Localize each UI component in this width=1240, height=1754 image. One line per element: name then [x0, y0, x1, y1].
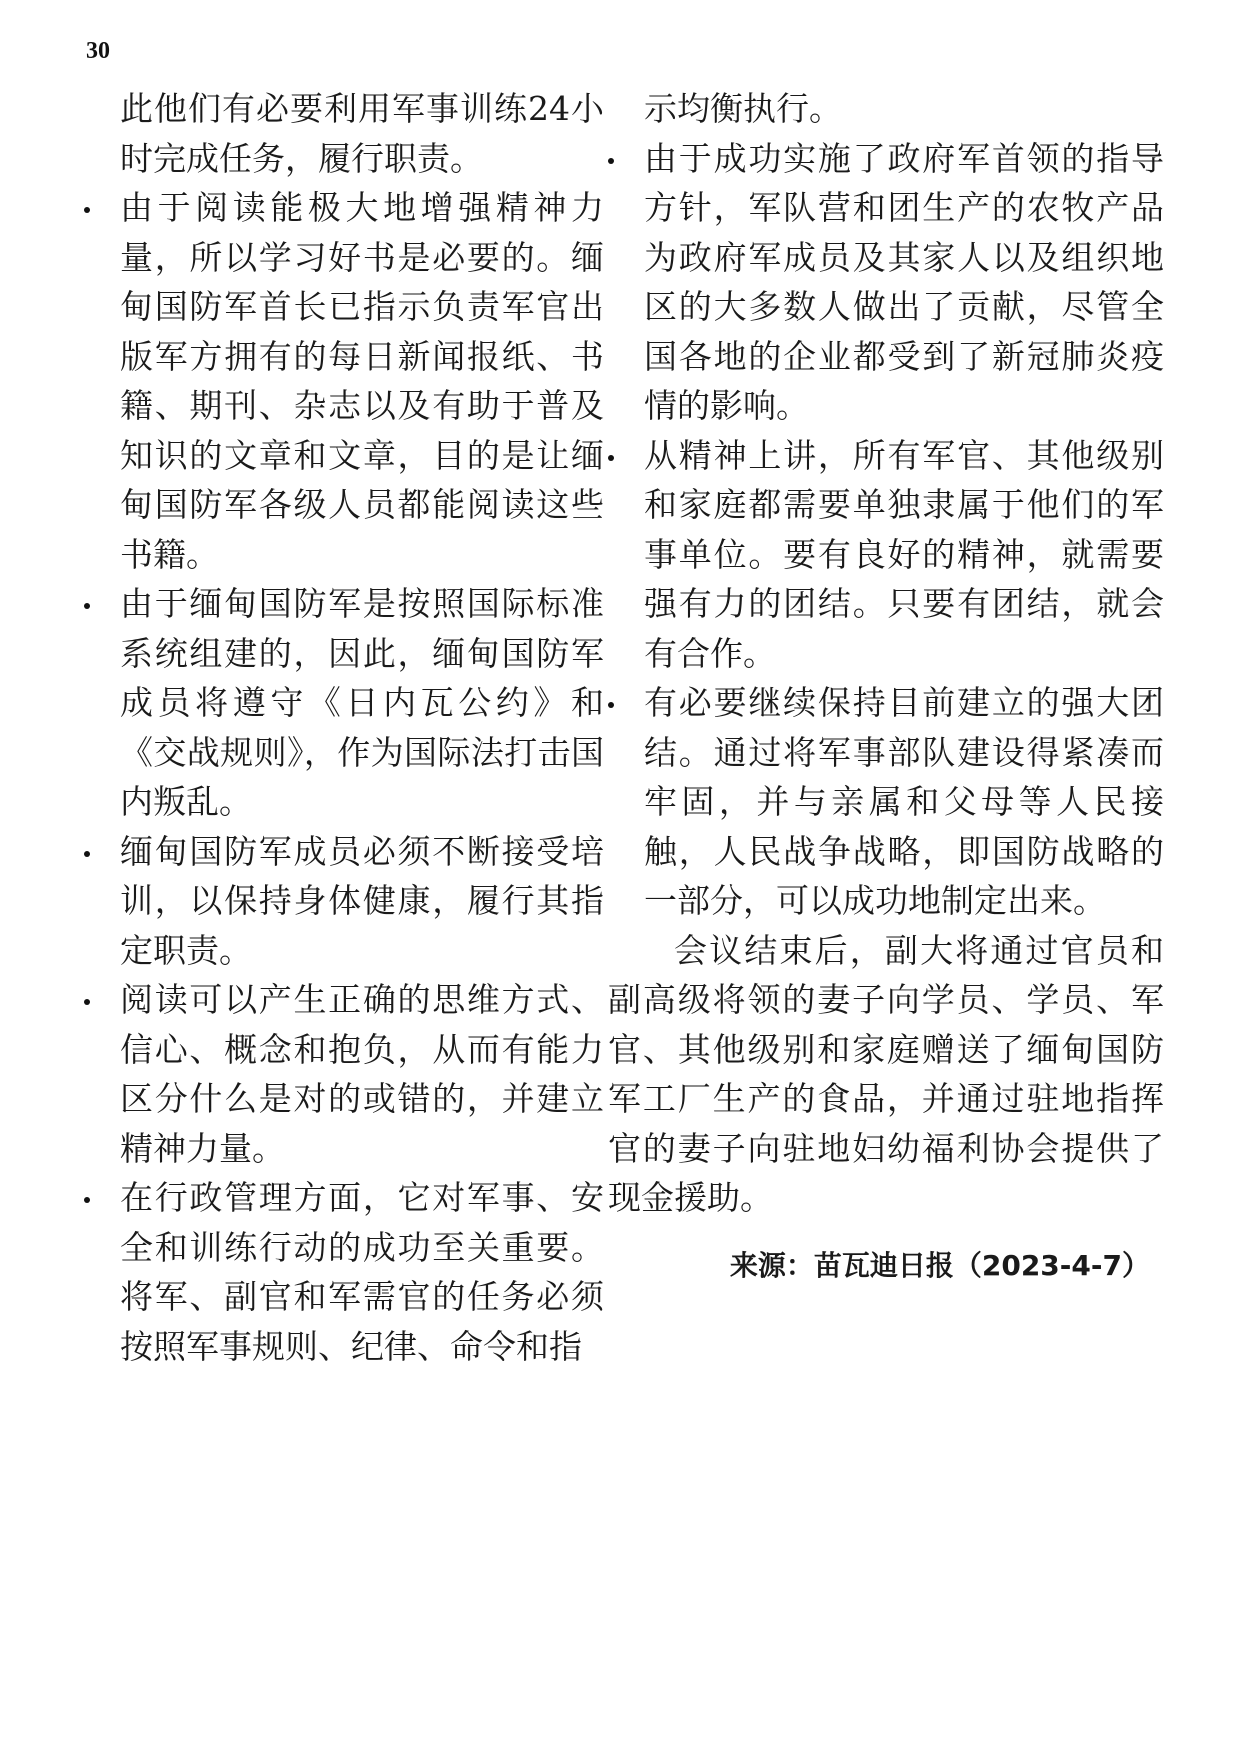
list-item-text: 从精神上讲，所有军官、其他级别和家庭都需要单独隶属于他们的军事单位。要有良好的精神，就需要强有力的团结。只要有团结，就会有合作。 — [644, 435, 1164, 673]
list-item — [644, 678, 1164, 926]
left-column — [120, 84, 604, 1371]
list-item — [120, 975, 604, 1173]
bullet-icon — [84, 1197, 90, 1203]
list-item — [120, 1173, 604, 1371]
list-item-text: 有必要继续保持目前建立的强大团结。通过将军事部队建设得紧凑而牢固，并与亲属和父母等人民接触，人民战争战略，即国防战略的一部分，可以成功地制定出来。 — [644, 683, 1164, 920]
list-item — [120, 183, 604, 579]
continuation-text: 示均衡执行。 — [644, 89, 842, 128]
bullet-icon — [84, 851, 90, 857]
list-item — [120, 827, 604, 976]
list-item-text: 在行政管理方面，它对军事、安全和训练行动的成功至关重要。将军、副官和军需官的任务必须按照军事规则、纪律、命令和指 — [120, 1178, 604, 1366]
list-item — [644, 134, 1164, 431]
continuation-text: 此他们有必要利用军事训练24小时完成任务，履行职责。 — [120, 89, 604, 178]
bullet-list — [644, 134, 1164, 926]
list-item-text: 阅读可以产生正确的思维方式、信心、概念和抱负，从而有能力区分什么是对的或错的，并建立精神力量。 — [120, 980, 604, 1168]
bullet-icon — [608, 702, 614, 708]
bullet-icon — [608, 455, 614, 461]
list-item — [644, 431, 1164, 679]
right-column — [608, 84, 1164, 1290]
bullet-icon — [608, 158, 614, 164]
page-number: 30 — [86, 38, 110, 64]
list-item — [120, 579, 604, 827]
source-credit: 来源：苗瓦迪日报（2023-4-7） — [729, 1248, 1150, 1282]
list-item-text: 缅甸国防军成员必须不断接受培训，以保持身体健康，履行其指定职责。 — [120, 831, 604, 970]
bullet-list — [120, 183, 604, 1371]
bullet-icon — [84, 207, 90, 213]
list-item-text: 由于成功实施了政府军首领的指导方针，军队营和团生产的农牧产品为政府军成员及其家人以及组织地区的大多数人做出了贡献，尽管全国各地的企业都受到了新冠肺炎疫情的影响。 — [644, 138, 1164, 425]
list-item-text: 由于缅甸国防军是按照国际标准系统组建的，因此，缅甸国防军成员将遵守《日内瓦公约》和《交战规则》，作为国际法打击国内叛乱。 — [120, 584, 604, 821]
bullet-icon — [84, 603, 90, 609]
list-item-text: 由于阅读能极大地增强精神力量，所以学习好书是必要的。缅甸国防军首长已指示负责军官出版军方拥有的每日新闻报纸、书籍、期刊、杂志以及有助于普及知识的文章和文章，目的是让缅甸国防军各级人员都能阅读这些书籍。 — [120, 188, 604, 574]
bullet-icon — [84, 999, 90, 1005]
closing-paragraph: 会议结束后，副大将通过官员和副高级将领的妻子向学员、学员、军官、其他级别和家庭赠送了缅甸国防军工厂生产的食品，并通过驻地指挥官的妻子向驻地妇幼福利协会提供了现金援助。 — [608, 930, 1164, 1217]
